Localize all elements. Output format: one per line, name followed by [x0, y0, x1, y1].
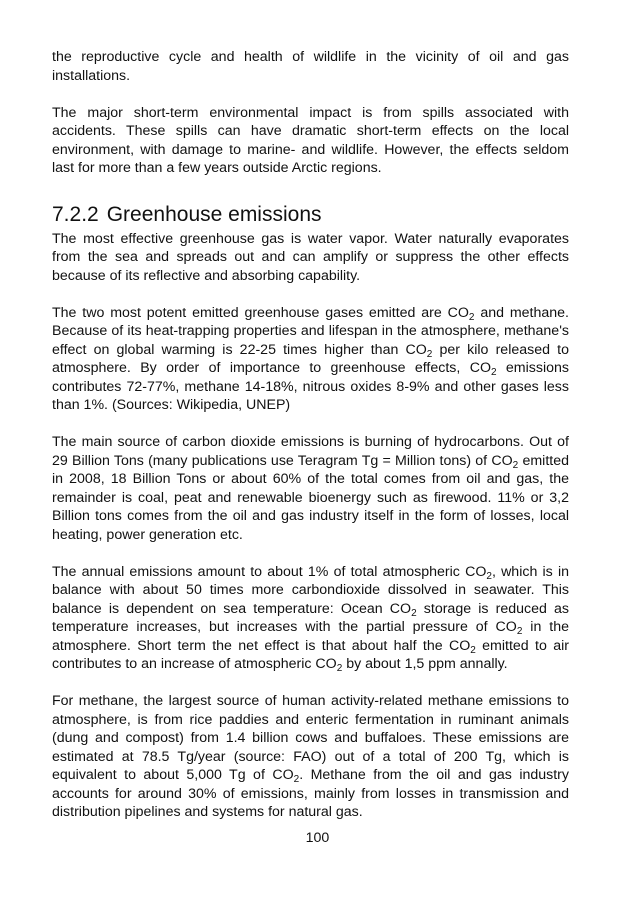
page-number: 100: [305, 830, 330, 846]
subscript: 2: [490, 367, 497, 378]
paragraph-annual-emissions: [52, 563, 569, 674]
paragraph-potent-gases: [52, 304, 569, 415]
text-run: per kilo released to atmosphere. By order of importance to greenhouse effects, CO: [52, 341, 569, 376]
subscript: 2: [470, 644, 476, 656]
subscript: 2: [486, 570, 492, 582]
text-run: storage is reduced as temperature increases, but increases with the partial pressure of CO: [52, 600, 569, 635]
paragraph-water-vapor: The most effective greenhouse gas is water vapor. Water naturally evaporates from the sea and spreads out and can amplify or suppress the other effects because of its reflective and absorbing capability.: [52, 230, 569, 284]
section-number: 7.2.2: [52, 202, 99, 226]
intro-paragraph-2: The major short-term environmental impact is from spills associated with accidents. These spills can have dramatic short-term effects on the local environment, with damage to marine- and wildlife. However, the effects seldom last for more than a few years outside Arctic regions.: [52, 104, 569, 176]
section-heading: [52, 202, 569, 228]
text-run: by about 1,5 ppm annally.: [342, 656, 508, 672]
text-run: The two most potent emitted greenhouse gases emitted are CO: [52, 304, 469, 321]
subscript: 2: [516, 626, 523, 637]
text-run: , which is in balance with about 50 times more carbondioxide dissolved in seawater. This balance is dependent on sea temperature: Ocean CO: [52, 563, 570, 617]
text-run: . Methane from the oil and gas industry accounts for around 30% of emissions, mainly from losses in transmission and distribution pipelines and systems for natural gas.: [52, 767, 569, 820]
text-run: and methane. Because of its heat-trapping properties and lifespan in the atmosphere, methane's effect on global warming is 22-25 times higher than CO: [52, 304, 569, 358]
text-run: For methane, the largest source of human activity-related methane emissions to atmosphere, is from rice paddies and enteric fermentation in ruminant animals (dung and compost) from 1.4 billion cows and buffaloes. These emissions are estimated at 78.5 Tg/year (source: FAO) out of a total of 200 Tg, which is equivalent to about 5,000 Tg of CO: [52, 693, 569, 783]
subscript: 2: [468, 311, 475, 323]
paragraph-main-source: [52, 433, 569, 544]
intro-paragraph-1: the reproductive cycle and health of wildlife in the vicinity of oil and gas installations.: [52, 49, 569, 84]
document-page: [52, 48, 569, 840]
subscript: 2: [293, 774, 300, 785]
subscript: 2: [426, 348, 433, 360]
subscript: 2: [411, 607, 417, 619]
text-run: in the atmosphere. Short term the net effect is that about half the CO: [52, 619, 569, 654]
text-run: The main source of carbon dioxide emissions is burning of hydrocarbons. Out of 29 Billion Tons (many publications use Teragram Tg = Million tons) of CO: [52, 434, 569, 469]
text-run: emitted in 2008, 18 Billion Tons or about 60% of the total comes from oil and gas, the remainder is coal, peat and renewable bioenergy such as firewood. 11% or 3,2 Billion tons comes from the oil and gas industry itself in the form of losses, local heating, power generation etc.: [52, 452, 569, 543]
paragraph-methane: [52, 692, 569, 822]
text-run: emitted to air contributes to an increase of atmospheric CO: [52, 637, 570, 672]
subscript: 2: [336, 663, 343, 674]
text-run: The annual emissions amount to about 1% of total atmospheric CO: [52, 563, 487, 580]
subscript: 2: [512, 459, 519, 471]
section-title: Greenhouse emissions: [106, 202, 322, 226]
text-run: emissions contributes 72-77%, methane 14-18%, nitrous oxides 8-9% and other gases less than 1%. (Sources: Wikipedia, UNEP): [52, 360, 569, 413]
